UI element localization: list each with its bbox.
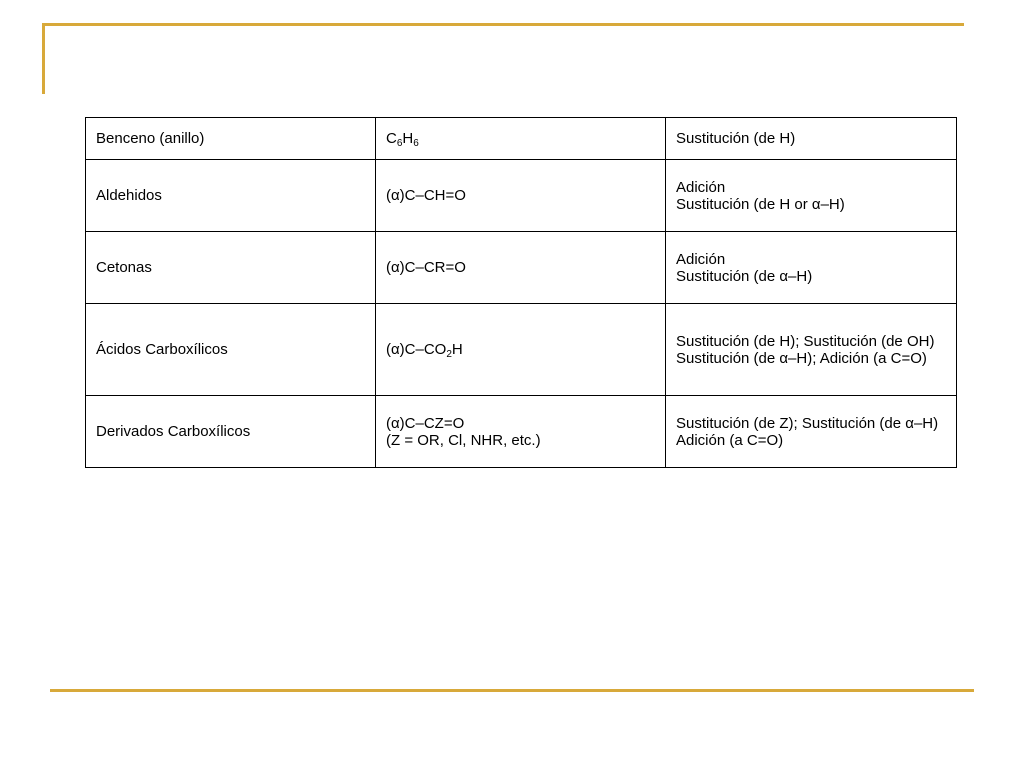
formula-subscript: 6 (413, 138, 419, 149)
formula-cell (376, 396, 666, 468)
formula-line: (Z = OR, Cl, NHR, etc.) (386, 431, 541, 449)
reaction-cell (666, 118, 957, 160)
formula-text: (α)C–CH=O (386, 187, 466, 204)
reaction-line: Adición (676, 250, 726, 268)
compound-name: Derivados Carboxílicos (96, 423, 251, 440)
table-row (86, 304, 957, 396)
table-row (86, 160, 957, 232)
formula-part: (α)C–CO (386, 341, 447, 358)
decorative-bottom-rule (50, 689, 974, 692)
compound-cell (86, 160, 376, 232)
reaction-line: Adición (a C=O) (676, 431, 784, 449)
formula-cell (376, 304, 666, 396)
reaction-cell (666, 160, 957, 232)
compound-cell (86, 232, 376, 304)
formula-subscript: 6 (396, 138, 403, 149)
compound-cell (86, 304, 376, 396)
compound-name: Aldehidos (96, 187, 162, 204)
formula-part: C (386, 130, 397, 147)
compound-cell (86, 118, 376, 160)
compound-cell (86, 396, 376, 468)
formula-subscript: 2 (446, 349, 452, 360)
reaction-line: Sustitución (de α–H); Adición (a C=O) (676, 349, 927, 367)
formula-text (386, 130, 419, 147)
formula-line: (α)C–CZ=O (386, 414, 465, 432)
reaction-table (85, 117, 957, 468)
reaction-line: Sustitución (de H) (676, 130, 796, 147)
formula-text: (α)C–CR=O (386, 259, 466, 276)
compound-name: Ácidos Carboxílicos (96, 341, 228, 358)
reaction-line: Sustitución (de H or α–H) (676, 195, 845, 213)
reaction-line: Adición (676, 178, 726, 196)
formula-cell (376, 118, 666, 160)
table-row (86, 118, 957, 160)
compound-name: Benceno (anillo) (96, 130, 205, 147)
reaction-line: Sustitución (de H); Sustitución (de OH) (676, 332, 935, 350)
table-row (86, 396, 957, 468)
reaction-cell (666, 304, 957, 396)
formula-cell (376, 160, 666, 232)
formula-part: H (451, 341, 463, 358)
compound-name: Cetonas (96, 259, 152, 276)
decorative-top-rule (42, 23, 964, 26)
formula-part: H (402, 130, 414, 147)
formula-text (386, 341, 463, 358)
formula-cell (376, 232, 666, 304)
reaction-cell (666, 396, 957, 468)
reaction-cell (666, 232, 957, 304)
table-row (86, 232, 957, 304)
reaction-line: Sustitución (de α–H) (676, 267, 813, 285)
decorative-left-rule (42, 23, 45, 94)
reaction-line: Sustitución (de Z); Sustitución (de α–H) (676, 414, 939, 432)
